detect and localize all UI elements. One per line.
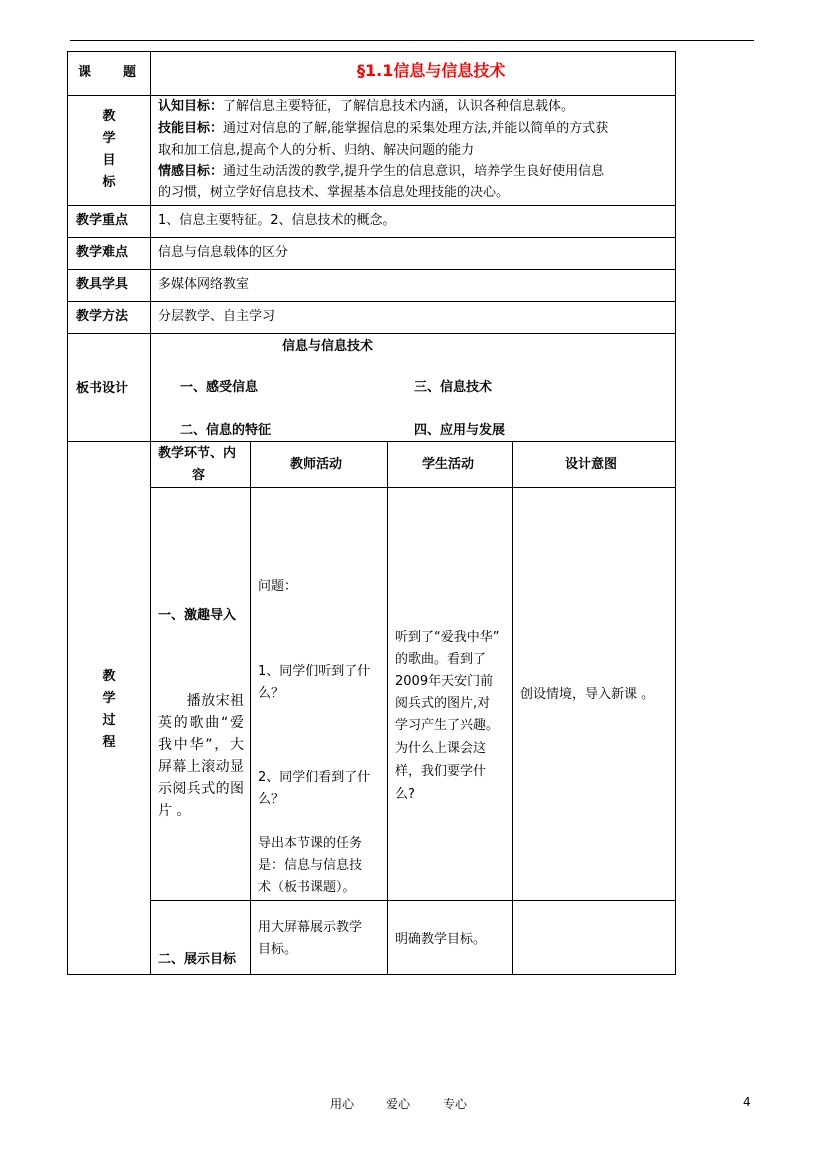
emotion-objective-cont: 的习惯，树立学好信息技术、掌握基本信息处理技能的决心。: [158, 185, 510, 200]
key-points-value: 1、信息主要特征。2、信息技术的概念。: [158, 213, 396, 228]
section-show-goals: 二、展示目标: [158, 952, 237, 967]
cognitive-objective: 认知目标：了解信息主要特征，了解信息技术内涵，认识各种信息载体。: [158, 99, 575, 114]
difficulties-value: 信息与信息载体的区分: [158, 245, 289, 260]
skill-objective-cont: 取和加工信息,提高个人的分析、归纳、解决问题的能力: [158, 143, 475, 158]
col-header-stage-cont: 容: [192, 468, 206, 483]
student-line-4: 阅兵式的图片,对: [395, 696, 491, 711]
board-label: 板书设计: [76, 381, 129, 396]
teacher-goals-2: 目标。: [258, 942, 298, 957]
col-header-student: 学生活动: [422, 457, 475, 472]
col-header-teacher: 教师活动: [290, 457, 343, 472]
student-line-1: 听到了“爱我中华”: [395, 630, 500, 645]
student-line-5: 学习产生了兴趣。: [395, 718, 500, 733]
student-line-8: 么?: [395, 787, 415, 802]
teacher-task-2: 是：信息与信息技: [258, 858, 363, 873]
board-item-2: 二、信息的特征: [180, 423, 272, 438]
teacher-question-2-cont: 么？: [258, 792, 285, 807]
footer-word-3: 专心: [443, 1097, 468, 1111]
teacher-task-3: 术（板书课题）。: [258, 880, 356, 895]
teacher-question-1-cont: 么？: [258, 686, 285, 701]
student-line-2: 的歌曲。看到了: [395, 652, 487, 667]
teacher-question-label: 问题：: [258, 579, 298, 594]
teacher-question-1: 1、同学们听到了什: [258, 664, 371, 679]
emotion-objective: 情感目标：通过生动活泼的教学,提升学生的信息意识，培养学生良好使用信息: [158, 164, 605, 179]
teacher-goals-1: 用大屏幕展示教学: [258, 920, 363, 935]
design-intent-1: 创设情境，导入新课 。: [520, 687, 655, 702]
board-item-3: 三、信息技术: [414, 380, 493, 395]
student-line-7: 样，我们要学什: [395, 764, 487, 779]
board-item-4: 四、应用与发展: [414, 423, 506, 438]
board-item-1: 一、感受信息: [180, 380, 259, 395]
page-number: 4: [743, 1095, 751, 1109]
student-line-6: 为什么上课会这: [395, 741, 487, 756]
teacher-question-2: 2、同学们看到了什: [258, 770, 371, 785]
intro-description: 播放宋祖英的歌曲“爱我中华”，大屏幕上滚动显示阅兵式的图片 。: [158, 693, 244, 819]
board-title: 信息与信息技术: [282, 339, 374, 354]
section-intro: 一、激趣导入: [158, 608, 237, 623]
teaching-aids-label: 教具学具: [76, 277, 129, 292]
key-points-label: 教学重点: [76, 213, 129, 228]
student-line-3: 2009年天安门前: [395, 674, 494, 689]
footer-word-2: 爱心: [386, 1097, 411, 1111]
method-value: 分层教学、自主学习: [158, 309, 276, 324]
student-goals: 明确教学目标。: [395, 932, 487, 947]
difficulties-label: 教学难点: [76, 245, 129, 260]
header-rule: [70, 40, 754, 41]
teaching-aids-value: 多媒体网络教室: [158, 277, 250, 292]
col-header-intent: 设计意图: [565, 457, 618, 472]
lesson-title: §1.1信息与信息技术: [357, 61, 506, 80]
skill-objective: 技能目标：通过对信息的了解,能掌握信息的采集处理方法,并能以简单的方式获: [158, 121, 609, 136]
topic-label: 课 题: [78, 65, 139, 80]
method-label: 教学方法: [76, 309, 129, 324]
teacher-task-1: 导出本节课的任务: [258, 836, 363, 851]
footer-word-1: 用心: [330, 1097, 355, 1111]
col-header-stage: 教学环节、内: [158, 446, 237, 461]
